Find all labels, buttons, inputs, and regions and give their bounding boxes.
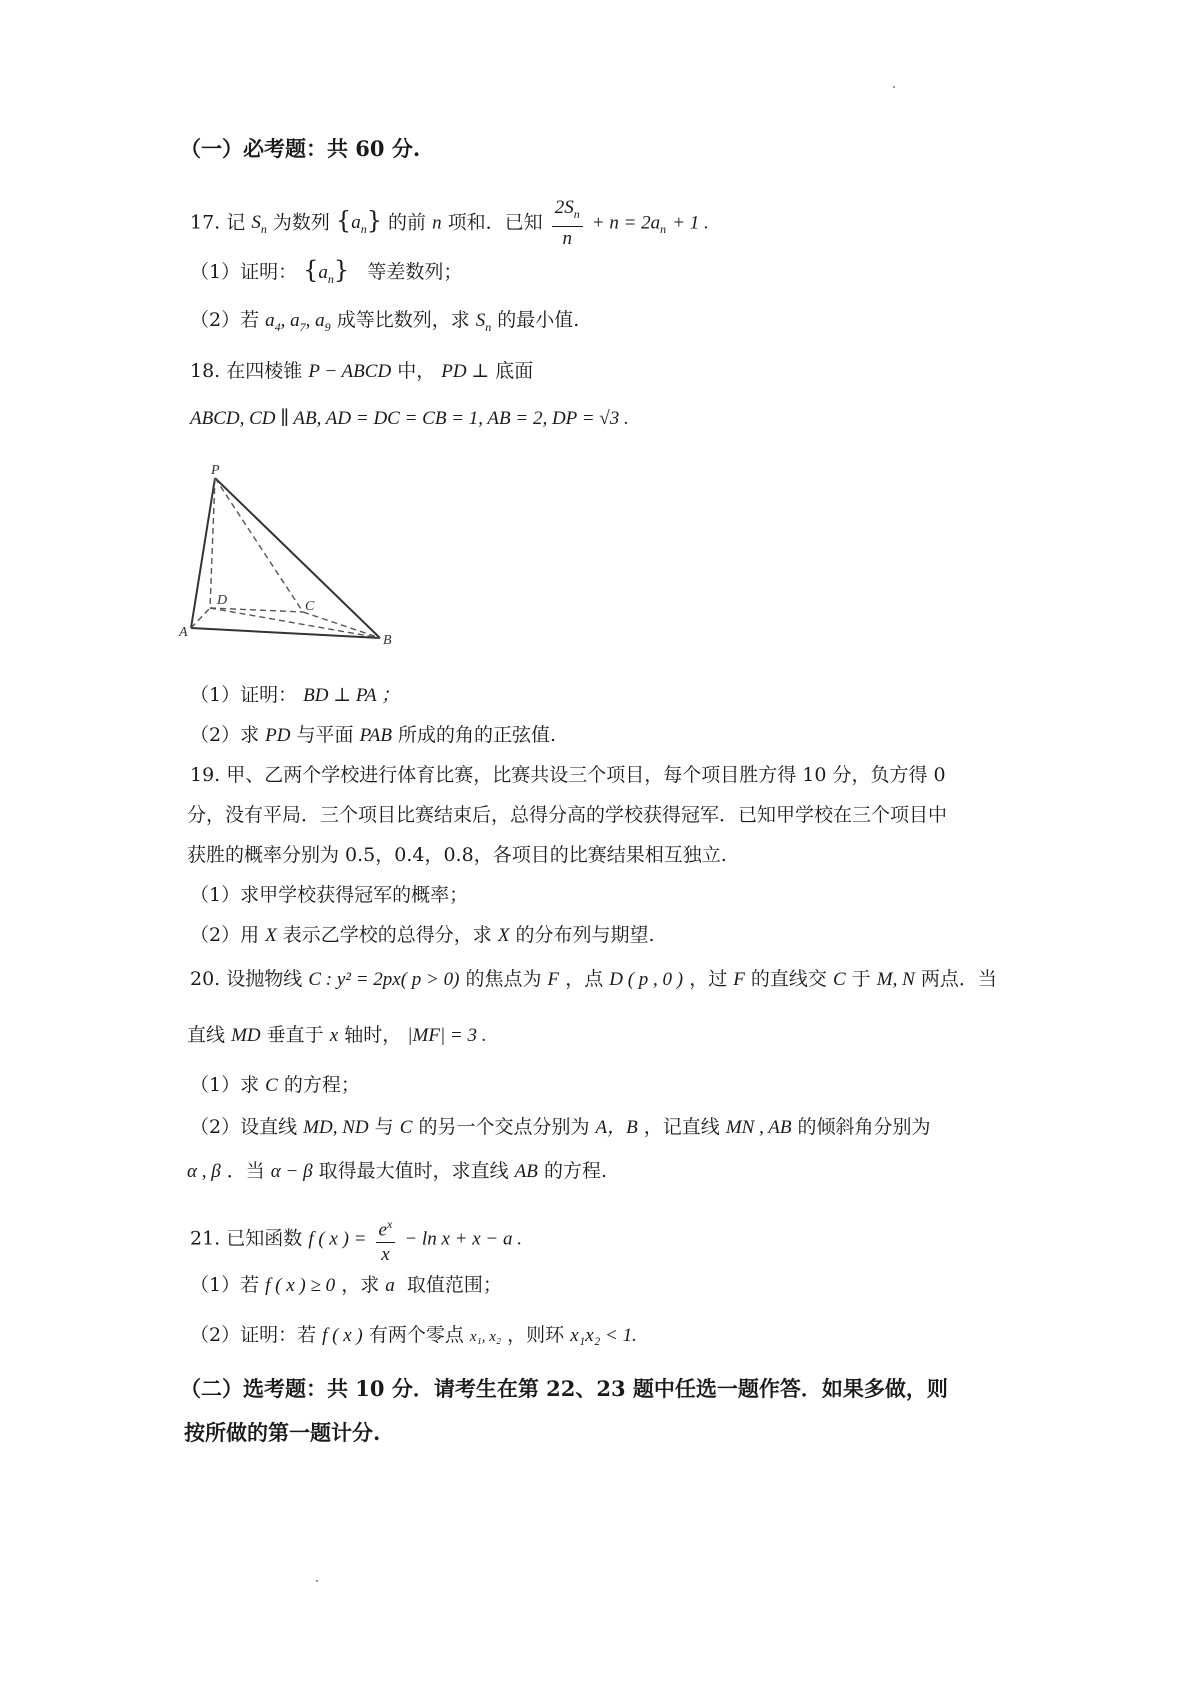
question-19-line-3: 获胜的概率分别为 0.5，0.4，0.8，各项目的比赛结果相互独立. (187, 844, 727, 866)
question-20-part-2: （2）设直线 MD, ND 与 C 的另一个交点分别为 A，B ，记直线 MN , AB 的倾斜角分别为 (190, 1116, 931, 1138)
question-17-part-2: （2）若 $a_4$, $a_7$, $a_9$ 成等比数列，求 $S_n$ 的最小值. (190, 309, 580, 334)
label-A: A (179, 625, 188, 640)
fraction-2sn-over-n: $\frac{2S_n}{n}$ (552, 196, 583, 251)
pyramid-solid-edges (191, 478, 380, 638)
label-C: C (305, 599, 315, 614)
question-20-part-1: （1）求 C 的方程； (190, 1074, 360, 1096)
question-20-line-3: α , β ．当 α − β 取得最大值时，求直线 AB 的方程. (187, 1160, 607, 1182)
edge-PA (191, 478, 215, 628)
section-title-1: （一）必考题：共 60 分. (180, 136, 421, 161)
section-title-2-line-2: 按所做的第一题计分. (184, 1420, 381, 1445)
question-18-part-2: （2）求 PD 与平面 PAB 所成的角的正弦值. (190, 724, 557, 746)
edge-PC (215, 478, 303, 612)
label-B: B (383, 633, 392, 648)
fraction-ex-over-x: $\frac{e^x}{x}$ (376, 1212, 396, 1267)
question-18-conditions: ABCD, CD ∥ AB, AD = DC = CB = 1, AB = 2, DP = √3 . (190, 408, 629, 429)
section-title-2-line-1: （二）选考题：共 10 分．请考生在第 22、23 题中任选一题作答．如果多做，则 (180, 1376, 948, 1401)
question-18-part-1: （1）证明： BD ⊥ PA ； (190, 684, 401, 706)
pyramid-figure (179, 463, 415, 700)
label-P: P (211, 463, 220, 478)
question-21-part-1: （1）若 f ( x ) ≥ 0 ，求 a 取值范围； (190, 1274, 502, 1296)
question-20-line-2: 直线 MD 垂直于 x 轴时， |MF| = 3 . (187, 1024, 487, 1046)
question-19-line-1: 19. 甲、乙两个学校进行体育比赛，比赛共设三个项目，每个项目胜方得 10 分，负方得 0 (190, 764, 946, 786)
pyramid-hidden-edges (191, 478, 380, 638)
question-21-part-2: （2）证明：若 f ( x ) 有两个零点 x₁, x₂ ，则环 x₁x₂ < 1. (190, 1324, 637, 1346)
question-19-part-1: （1）求甲学校获得冠军的概率； (190, 884, 469, 906)
question-19-part-2: （2）用 X 表示乙学校的总得分，求 X 的分布列与期望. (190, 924, 655, 946)
label-D: D (217, 593, 228, 608)
question-20-line-1: 20. 设抛物线 C : y² = 2px( p > 0) 的焦点为 F ，点 D ( p , 0 ) ，过 F 的直线交 C 于 M, N 两点．当 (190, 968, 997, 990)
scan-speck (316, 1580, 318, 1582)
edge-PB (215, 478, 380, 638)
scan-speck (893, 86, 895, 88)
question-18-stem: 18. 在四棱锥 P − ABCD 中， PD ⊥ 底面 (190, 360, 534, 382)
question-19-line-2: 分，没有平局．三个项目比赛结束后，总得分高的学校获得冠军．已知甲学校在三个项目中 (187, 804, 948, 826)
question-17-stem: 17. 记 $S_n$ 为数列 $\{a_n\}$ 的前 n 项和．已知 $\frac{2S_n}{n}$ + $n = 2a_n + 1$ . (190, 197, 709, 249)
question-17-part-1: （1）证明： $\{a_n\}$ 等差数列； (190, 256, 463, 286)
question-21-stem: 21. 已知函数 f ( x ) = $\frac{e^x}{x}$ − ln x + x − a . (190, 1212, 522, 1267)
